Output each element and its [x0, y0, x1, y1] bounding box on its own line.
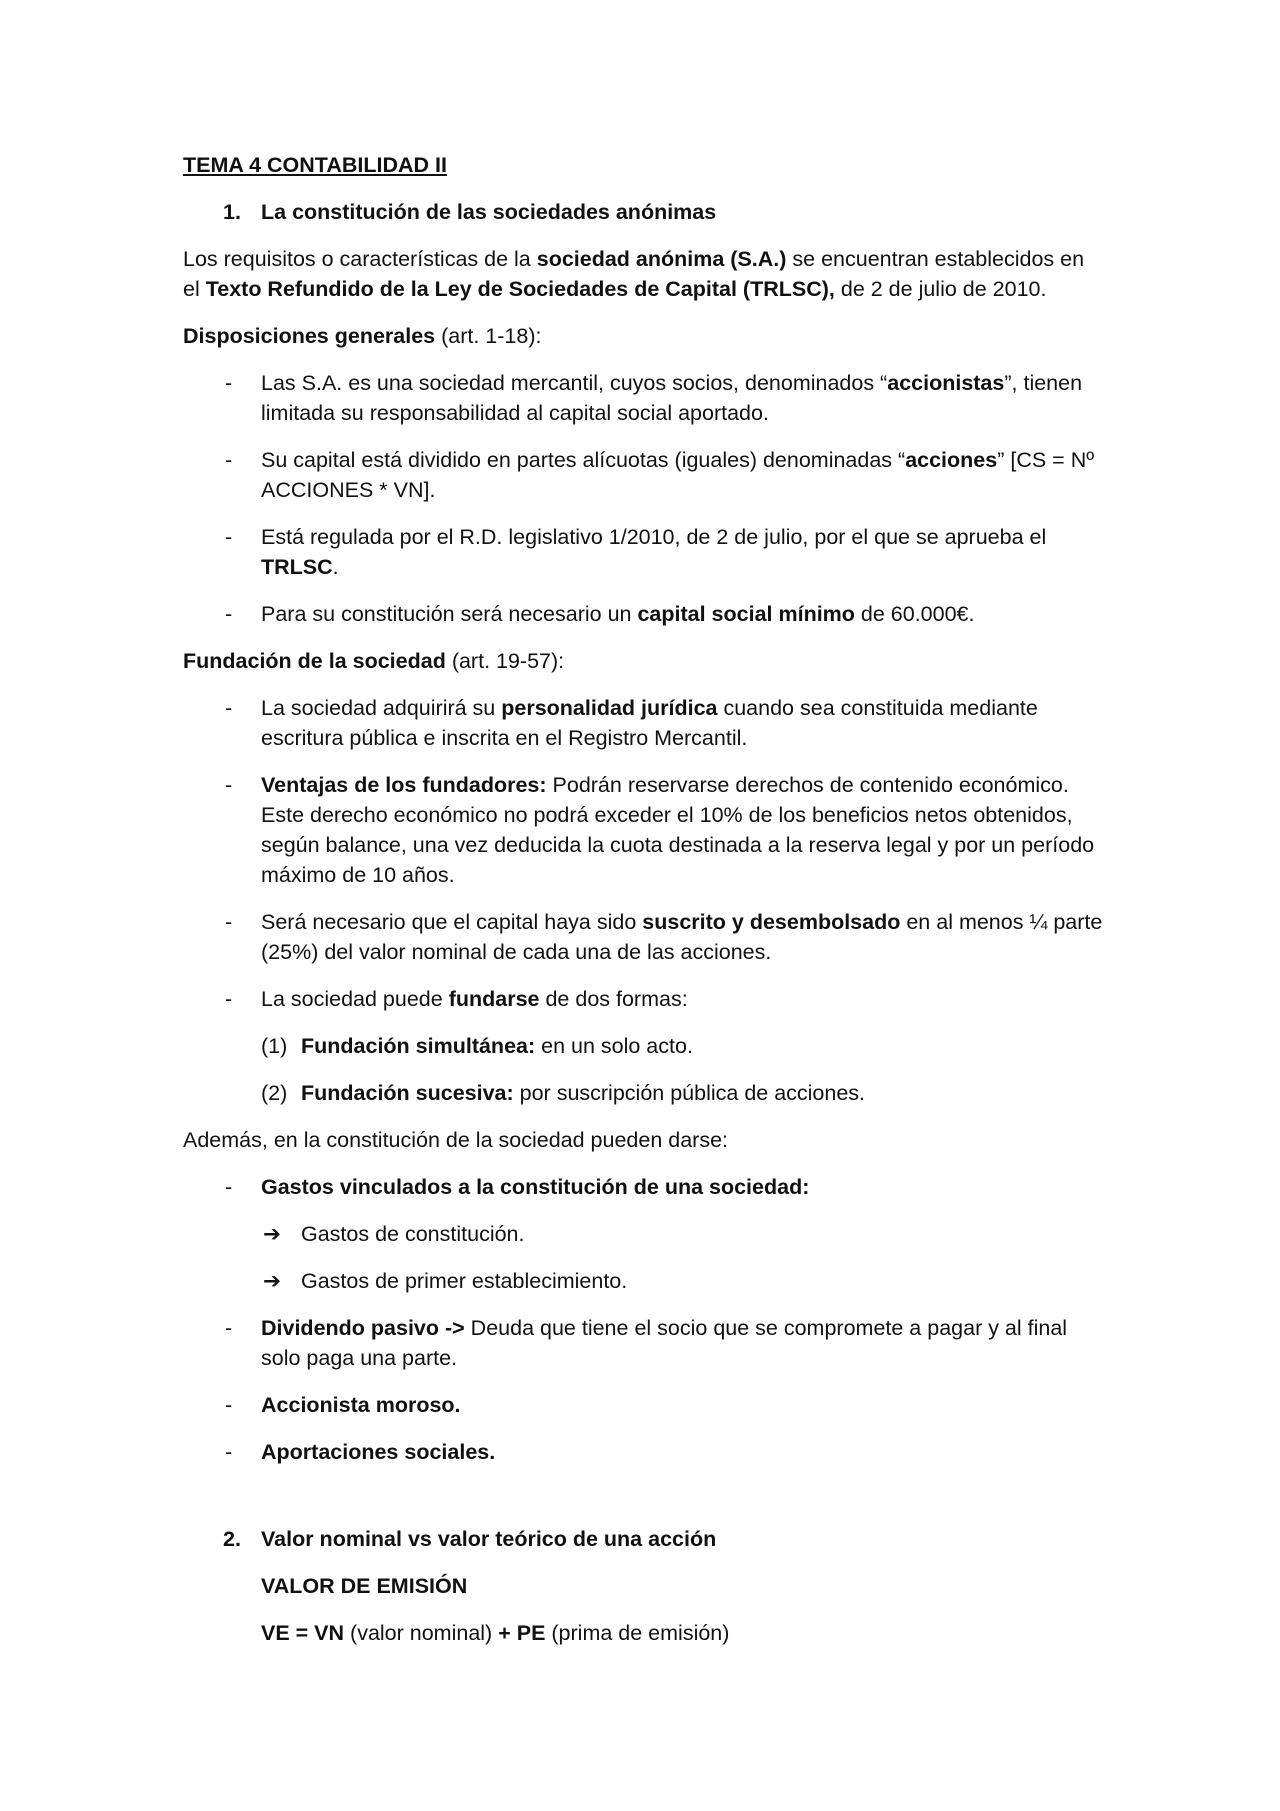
valor-emision-heading: VALOR DE EMISIÓN [261, 1574, 468, 1598]
list-item: - Dividendo pasivo -> Deuda que tiene el socio que se compromete a pagar y al final solo paga una parte. [183, 1313, 1103, 1373]
list-item: - Su capital está dividido en partes alícuotas (iguales) denominadas “acciones” [CS = Nº ACCIONES * VN]. [183, 445, 1103, 505]
numbered-sub-item: (2) Fundación sucesiva: por suscripción pública de acciones. [183, 1078, 1103, 1108]
intro-paragraph: Los requisitos o características de la sociedad anónima (S.A.) se encuentran establecidos en el Texto Refundido de la Ley de Sociedades de Capital (TRLSC), de 2 de julio de 2010. [183, 247, 1085, 301]
dash-bullet: - [225, 448, 233, 472]
arrow-right-icon: ➔ [263, 1222, 282, 1246]
section-1-heading [183, 197, 1103, 227]
section-2-heading [183, 1524, 1103, 1554]
document-body [183, 150, 1103, 1665]
formula-line: VE = VN (valor nominal) + PE (prima de emisión) [261, 1621, 730, 1645]
numbered-sub-item: (1) Fundación simultánea: en un solo acto. [183, 1031, 1103, 1061]
list-item: - Gastos vinculados a la constitución de una sociedad: [183, 1172, 1103, 1202]
list-item: - Está regulada por el R.D. legislativo 1/2010, de 2 de julio, por el que se aprueba el TRLSC. [183, 522, 1103, 582]
spacer [183, 1484, 1103, 1524]
list-item: - Ventajas de los fundadores: Podrán reservarse derechos de contenido económico. Este derecho económico no podrá exceder el 10% de los beneficios netos obtenidos, según balance, una vez deducida la cuota destinada a la reserva legal y por un período máximo de 10 años. [183, 770, 1103, 890]
sub-item-number: (2) [261, 1081, 288, 1105]
section-number: 1. [223, 200, 241, 224]
ademas-paragraph: Además, en la constitución de la sociedad pueden darse: [183, 1128, 729, 1152]
dash-bullet: - [225, 910, 233, 934]
list-item: - Aportaciones sociales. [183, 1437, 1103, 1467]
arrow-item: ➔ Gastos de primer establecimiento. [183, 1266, 1103, 1296]
dash-bullet: - [225, 1393, 233, 1417]
list-item: - La sociedad puede fundarse de dos formas: [183, 984, 1103, 1014]
dash-bullet: - [225, 1175, 233, 1199]
list-item: - Las S.A. es una sociedad mercantil, cuyos socios, denominados “accionistas”, tienen limitada su responsabilidad al capital social aportado. [183, 368, 1103, 428]
document-title: TEMA 4 CONTABILIDAD II [183, 153, 447, 177]
dash-bullet: - [225, 987, 233, 1011]
dash-bullet: - [225, 1440, 233, 1464]
arrow-right-icon: ➔ [263, 1269, 282, 1293]
dash-bullet: - [225, 602, 233, 626]
sub-item-number: (1) [261, 1034, 288, 1058]
dash-bullet: - [225, 1316, 233, 1340]
dash-bullet: - [225, 773, 233, 797]
fundacion-heading: Fundación de la sociedad (art. 19-57): [183, 649, 565, 673]
dash-bullet: - [225, 525, 233, 549]
arrow-item: ➔ Gastos de constitución. [183, 1219, 1103, 1249]
list-item: - Accionista moroso. [183, 1390, 1103, 1420]
list-item: - Será necesario que el capital haya sido suscrito y desembolsado en al menos ¼ parte (25%) del valor nominal de cada una de las acciones. [183, 907, 1103, 967]
section-number: 2. [223, 1527, 241, 1551]
disposiciones-heading: Disposiciones generales (art. 1-18): [183, 324, 542, 348]
list-item: - La sociedad adquirirá su personalidad jurídica cuando sea constituida mediante escritura pública e inscrita en el Registro Mercantil. [183, 693, 1103, 753]
section-title: Valor nominal vs valor teórico de una acción [261, 1527, 717, 1551]
dash-bullet: - [225, 371, 233, 395]
list-item: - Para su constitución será necesario un capital social mínimo de 60.000€. [183, 599, 1103, 629]
section-title: La constitución de las sociedades anónimas [261, 200, 717, 224]
dash-bullet: - [225, 696, 233, 720]
